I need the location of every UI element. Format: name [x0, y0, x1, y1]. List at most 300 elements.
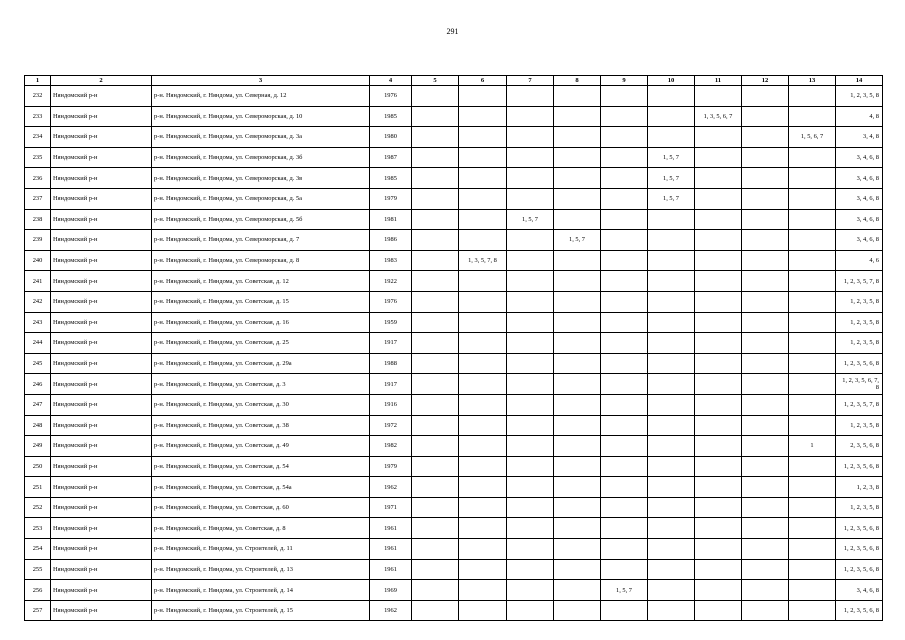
col12-cell: [742, 106, 789, 127]
year-cell: 1971: [370, 497, 412, 518]
col5-cell: [412, 374, 459, 395]
col5-cell: [412, 250, 459, 271]
col14-cell: 2, 3, 5, 6, 8: [836, 436, 883, 457]
district-cell: Няндомский р-н: [51, 86, 152, 107]
col9-cell: [601, 415, 648, 436]
col8-cell: [554, 436, 601, 457]
col8-cell: [554, 415, 601, 436]
col13-cell: [789, 312, 836, 333]
col8-cell: [554, 539, 601, 560]
address-cell: р-н. Няндомский, г. Няндома, ул. Строителей, д. 14: [152, 580, 370, 601]
address-cell: р-н. Няндомский, г. Няндома, ул. Строителей, д. 13: [152, 559, 370, 580]
col9-cell: [601, 86, 648, 107]
row-number-cell: 242: [25, 291, 51, 312]
table-row: [25, 456, 883, 477]
col6-cell: [459, 394, 507, 415]
col11-cell: [695, 600, 742, 621]
year-cell: 1976: [370, 86, 412, 107]
year-cell: 1916: [370, 394, 412, 415]
table-row: [25, 86, 883, 107]
col7-cell: [507, 394, 554, 415]
col9-cell: [601, 250, 648, 271]
col6-cell: [459, 230, 507, 251]
col8-cell: [554, 250, 601, 271]
col14-cell: 1, 2, 3, 5, 8: [836, 312, 883, 333]
address-cell: р-н. Няндомский, г. Няндома, ул. Североморская, д. 10: [152, 106, 370, 127]
table-row: [25, 147, 883, 168]
col13-cell: 1: [789, 436, 836, 457]
col11-cell: [695, 559, 742, 580]
col6-cell: [459, 333, 507, 354]
col9-cell: [601, 333, 648, 354]
col5-cell: [412, 580, 459, 601]
table-row: [25, 209, 883, 230]
col13-cell: [789, 374, 836, 395]
table-header: [25, 76, 883, 86]
col10-cell: 1, 5, 7: [648, 147, 695, 168]
col11-cell: [695, 353, 742, 374]
row-number-cell: 237: [25, 188, 51, 209]
col6-cell: [459, 374, 507, 395]
col14-cell: 1, 2, 3, 5, 6, 8: [836, 518, 883, 539]
year-cell: 1987: [370, 147, 412, 168]
year-cell: 1972: [370, 415, 412, 436]
address-cell: р-н. Няндомский, г. Няндома, ул. Советская, д. 54а: [152, 477, 370, 498]
col14-cell: 1, 2, 3, 5, 8: [836, 86, 883, 107]
col5-cell: [412, 600, 459, 621]
col5-cell: [412, 497, 459, 518]
col13-cell: [789, 456, 836, 477]
address-cell: р-н. Няндомский, г. Няндома, ул. Североморская, д. 3в: [152, 168, 370, 189]
col11-cell: [695, 580, 742, 601]
col12-cell: [742, 209, 789, 230]
year-cell: 1922: [370, 271, 412, 292]
col8-cell: [554, 374, 601, 395]
col8-cell: [554, 559, 601, 580]
table-row: [25, 127, 883, 148]
col11-cell: [695, 374, 742, 395]
col10-cell: 1, 5, 7: [648, 188, 695, 209]
row-number-cell: 248: [25, 415, 51, 436]
year-cell: 1985: [370, 168, 412, 189]
year-cell: 1962: [370, 600, 412, 621]
address-cell: р-н. Няндомский, г. Няндома, ул. Советская, д. 30: [152, 394, 370, 415]
col11-cell: [695, 86, 742, 107]
col6-cell: [459, 127, 507, 148]
year-cell: 1961: [370, 518, 412, 539]
district-cell: Няндомский р-н: [51, 477, 152, 498]
district-cell: Няндомский р-н: [51, 374, 152, 395]
address-cell: р-н. Няндомский, г. Няндома, ул. Советская, д. 12: [152, 271, 370, 292]
col11-cell: [695, 271, 742, 292]
table-row: [25, 415, 883, 436]
col10-cell: [648, 600, 695, 621]
col9-cell: [601, 230, 648, 251]
col10-cell: [648, 250, 695, 271]
district-cell: Няндомский р-н: [51, 518, 152, 539]
address-cell: р-н. Няндомский, г. Няндома, ул. Советская, д. 16: [152, 312, 370, 333]
district-cell: Няндомский р-н: [51, 291, 152, 312]
col10-cell: [648, 497, 695, 518]
col12-cell: [742, 291, 789, 312]
year-cell: 1981: [370, 209, 412, 230]
buildings-table: [24, 75, 883, 621]
col8-cell: [554, 456, 601, 477]
col6-cell: [459, 518, 507, 539]
col6-cell: [459, 477, 507, 498]
district-cell: Няндомский р-н: [51, 250, 152, 271]
col8-cell: [554, 394, 601, 415]
col14-cell: 1, 2, 3, 5, 6, 8: [836, 456, 883, 477]
row-number-cell: 246: [25, 374, 51, 395]
table-row: [25, 497, 883, 518]
row-number-cell: 253: [25, 518, 51, 539]
col7-cell: [507, 147, 554, 168]
col6-cell: [459, 312, 507, 333]
col5-cell: [412, 559, 459, 580]
col10-cell: [648, 539, 695, 560]
col10-cell: [648, 580, 695, 601]
col5-cell: [412, 394, 459, 415]
col9-cell: [601, 436, 648, 457]
col10-cell: [648, 209, 695, 230]
col9-cell: 1, 5, 7: [601, 580, 648, 601]
col10-cell: [648, 374, 695, 395]
col8-cell: [554, 580, 601, 601]
col7-cell: [507, 415, 554, 436]
col13-cell: [789, 106, 836, 127]
col7-cell: [507, 600, 554, 621]
col13-cell: [789, 477, 836, 498]
column-header-12: 12: [742, 76, 789, 86]
col9-cell: [601, 168, 648, 189]
row-number-cell: 250: [25, 456, 51, 477]
col8-cell: 1, 5, 7: [554, 230, 601, 251]
table-row: [25, 353, 883, 374]
year-cell: 1969: [370, 580, 412, 601]
col11-cell: [695, 230, 742, 251]
col14-cell: 1, 2, 3, 5, 6, 8: [836, 539, 883, 560]
col7-cell: [507, 271, 554, 292]
year-cell: 1976: [370, 291, 412, 312]
col5-cell: [412, 436, 459, 457]
address-cell: р-н. Няндомский, г. Няндома, ул. Советская, д. 29а: [152, 353, 370, 374]
col14-cell: 3, 4, 6, 8: [836, 580, 883, 601]
col7-cell: [507, 436, 554, 457]
table-row: [25, 250, 883, 271]
col14-cell: 1, 2, 3, 5, 6, 8: [836, 600, 883, 621]
col12-cell: [742, 559, 789, 580]
col9-cell: [601, 271, 648, 292]
col6-cell: [459, 106, 507, 127]
col5-cell: [412, 291, 459, 312]
col13-cell: [789, 333, 836, 354]
col5-cell: [412, 106, 459, 127]
district-cell: Няндомский р-н: [51, 436, 152, 457]
column-header-11: 11: [695, 76, 742, 86]
row-number-cell: 236: [25, 168, 51, 189]
col10-cell: [648, 394, 695, 415]
table-row: [25, 436, 883, 457]
row-number-cell: 243: [25, 312, 51, 333]
col14-cell: 3, 4, 8: [836, 127, 883, 148]
col6-cell: [459, 539, 507, 560]
col7-cell: [507, 477, 554, 498]
col6-cell: [459, 497, 507, 518]
table-row: [25, 271, 883, 292]
col6-cell: [459, 353, 507, 374]
address-cell: р-н. Няндомский, г. Няндома, ул. Строителей, д. 15: [152, 600, 370, 621]
col14-cell: 1, 2, 3, 5, 6, 8: [836, 559, 883, 580]
col7-cell: [507, 230, 554, 251]
col12-cell: [742, 188, 789, 209]
table-row: [25, 539, 883, 560]
col14-cell: 3, 4, 6, 8: [836, 147, 883, 168]
year-cell: 1961: [370, 539, 412, 560]
col12-cell: [742, 312, 789, 333]
year-cell: 1985: [370, 106, 412, 127]
year-cell: 1986: [370, 230, 412, 251]
col11-cell: [695, 436, 742, 457]
col10-cell: [648, 127, 695, 148]
district-cell: Няндомский р-н: [51, 271, 152, 292]
district-cell: Няндомский р-н: [51, 580, 152, 601]
col11-cell: [695, 209, 742, 230]
year-cell: 1983: [370, 250, 412, 271]
col10-cell: [648, 353, 695, 374]
col13-cell: [789, 415, 836, 436]
col9-cell: [601, 106, 648, 127]
col7-cell: [507, 559, 554, 580]
address-cell: р-н. Няндомский, г. Няндома, ул. Североморская, д. 5а: [152, 188, 370, 209]
district-cell: Няндомский р-н: [51, 230, 152, 251]
col10-cell: [648, 291, 695, 312]
col7-cell: [507, 333, 554, 354]
col9-cell: [601, 374, 648, 395]
table-row: [25, 106, 883, 127]
address-cell: р-н. Няндомский, г. Няндома, ул. Североморская, д. 8: [152, 250, 370, 271]
col10-cell: [648, 436, 695, 457]
table-row: [25, 188, 883, 209]
col14-cell: 1, 2, 3, 5, 8: [836, 415, 883, 436]
col10-cell: [648, 312, 695, 333]
table-row: [25, 230, 883, 251]
col13-cell: [789, 86, 836, 107]
address-cell: р-н. Няндомский, г. Няндома, ул. Советская, д. 60: [152, 497, 370, 518]
col10-cell: [648, 477, 695, 498]
col6-cell: [459, 456, 507, 477]
district-cell: Няндомский р-н: [51, 312, 152, 333]
address-cell: р-н. Няндомский, г. Няндома, ул. Советская, д. 38: [152, 415, 370, 436]
year-cell: 1979: [370, 456, 412, 477]
col8-cell: [554, 600, 601, 621]
col8-cell: [554, 312, 601, 333]
col7-cell: [507, 539, 554, 560]
col14-cell: 4, 8: [836, 106, 883, 127]
col10-cell: [648, 333, 695, 354]
col8-cell: [554, 209, 601, 230]
col11-cell: [695, 477, 742, 498]
row-number-cell: 257: [25, 600, 51, 621]
col14-cell: 3, 4, 6, 8: [836, 188, 883, 209]
row-number-cell: 252: [25, 497, 51, 518]
year-cell: 1959: [370, 312, 412, 333]
table-row: [25, 580, 883, 601]
row-number-cell: 239: [25, 230, 51, 251]
district-cell: Няндомский р-н: [51, 188, 152, 209]
column-header-3: 3: [152, 76, 370, 86]
table-row: [25, 518, 883, 539]
col12-cell: [742, 333, 789, 354]
column-header-6: 6: [459, 76, 507, 86]
col12-cell: [742, 436, 789, 457]
col5-cell: [412, 127, 459, 148]
column-header-7: 7: [507, 76, 554, 86]
col5-cell: [412, 86, 459, 107]
col12-cell: [742, 353, 789, 374]
col12-cell: [742, 518, 789, 539]
header-row: [25, 76, 883, 86]
col13-cell: [789, 271, 836, 292]
col8-cell: [554, 477, 601, 498]
col10-cell: [648, 415, 695, 436]
col12-cell: [742, 250, 789, 271]
col5-cell: [412, 147, 459, 168]
address-cell: р-н. Няндомский, г. Няндома, ул. Североморская, д. 7: [152, 230, 370, 251]
col7-cell: [507, 497, 554, 518]
col11-cell: [695, 333, 742, 354]
year-cell: 1917: [370, 333, 412, 354]
column-header-8: 8: [554, 76, 601, 86]
col8-cell: [554, 291, 601, 312]
row-number-cell: 254: [25, 539, 51, 560]
col5-cell: [412, 333, 459, 354]
col13-cell: [789, 497, 836, 518]
year-cell: 1961: [370, 559, 412, 580]
col13-cell: [789, 539, 836, 560]
col6-cell: [459, 168, 507, 189]
table-row: [25, 477, 883, 498]
table-row: [25, 374, 883, 395]
col12-cell: [742, 86, 789, 107]
col10-cell: [648, 230, 695, 251]
col7-cell: [507, 106, 554, 127]
col11-cell: [695, 127, 742, 148]
col13-cell: [789, 518, 836, 539]
col14-cell: 4, 6: [836, 250, 883, 271]
col6-cell: [459, 600, 507, 621]
page-number: 291: [446, 27, 459, 36]
district-cell: Няндомский р-н: [51, 106, 152, 127]
address-cell: р-н. Няндомский, г. Няндома, ул. Советская, д. 54: [152, 456, 370, 477]
col6-cell: [459, 559, 507, 580]
col7-cell: [507, 127, 554, 148]
col7-cell: [507, 312, 554, 333]
address-cell: р-н. Няндомский, г. Няндома, ул. Строителей, д. 11: [152, 539, 370, 560]
col9-cell: [601, 497, 648, 518]
col11-cell: [695, 312, 742, 333]
column-header-5: 5: [412, 76, 459, 86]
district-cell: Няндомский р-н: [51, 353, 152, 374]
table-row: [25, 333, 883, 354]
col5-cell: [412, 415, 459, 436]
col12-cell: [742, 394, 789, 415]
col13-cell: [789, 600, 836, 621]
col6-cell: [459, 291, 507, 312]
col7-cell: 1, 5, 7: [507, 209, 554, 230]
address-cell: р-н. Няндомский, г. Няндома, ул. Североморская, д. 3б: [152, 147, 370, 168]
district-cell: Няндомский р-н: [51, 497, 152, 518]
col10-cell: [648, 271, 695, 292]
address-cell: р-н. Няндомский, г. Няндома, ул. Советская, д. 8: [152, 518, 370, 539]
col7-cell: [507, 168, 554, 189]
row-number-cell: 241: [25, 271, 51, 292]
table-row: [25, 291, 883, 312]
address-cell: р-н. Няндомский, г. Няндома, ул. Советская, д. 25: [152, 333, 370, 354]
row-number-cell: 251: [25, 477, 51, 498]
col14-cell: 3, 4, 6, 8: [836, 209, 883, 230]
year-cell: 1982: [370, 436, 412, 457]
col12-cell: [742, 415, 789, 436]
col12-cell: [742, 127, 789, 148]
row-number-cell: 256: [25, 580, 51, 601]
col7-cell: [507, 353, 554, 374]
col9-cell: [601, 209, 648, 230]
year-cell: 1979: [370, 188, 412, 209]
col5-cell: [412, 477, 459, 498]
col11-cell: [695, 518, 742, 539]
address-cell: р-н. Няндомский, г. Няндома, ул. Северная, д. 12: [152, 86, 370, 107]
col10-cell: [648, 456, 695, 477]
col14-cell: 1, 2, 3, 8: [836, 477, 883, 498]
table-row: [25, 559, 883, 580]
col6-cell: [459, 271, 507, 292]
col8-cell: [554, 106, 601, 127]
col12-cell: [742, 456, 789, 477]
col14-cell: 3, 4, 6, 8: [836, 230, 883, 251]
col5-cell: [412, 168, 459, 189]
col13-cell: [789, 291, 836, 312]
year-cell: 1980: [370, 127, 412, 148]
col5-cell: [412, 230, 459, 251]
col12-cell: [742, 271, 789, 292]
col9-cell: [601, 127, 648, 148]
col14-cell: 1, 2, 3, 5, 8: [836, 497, 883, 518]
col13-cell: [789, 394, 836, 415]
district-cell: Няндомский р-н: [51, 394, 152, 415]
row-number-cell: 234: [25, 127, 51, 148]
col8-cell: [554, 518, 601, 539]
col7-cell: [507, 188, 554, 209]
column-header-14: 14: [836, 76, 883, 86]
col14-cell: 1, 2, 3, 5, 8: [836, 333, 883, 354]
col9-cell: [601, 559, 648, 580]
district-cell: Няндомский р-н: [51, 333, 152, 354]
col11-cell: [695, 394, 742, 415]
col11-cell: [695, 168, 742, 189]
district-cell: Няндомский р-н: [51, 600, 152, 621]
district-cell: Няндомский р-н: [51, 168, 152, 189]
col5-cell: [412, 353, 459, 374]
row-number-cell: 235: [25, 147, 51, 168]
col12-cell: [742, 477, 789, 498]
table-row: [25, 168, 883, 189]
col7-cell: [507, 456, 554, 477]
col8-cell: [554, 147, 601, 168]
col13-cell: [789, 168, 836, 189]
col9-cell: [601, 600, 648, 621]
col8-cell: [554, 86, 601, 107]
